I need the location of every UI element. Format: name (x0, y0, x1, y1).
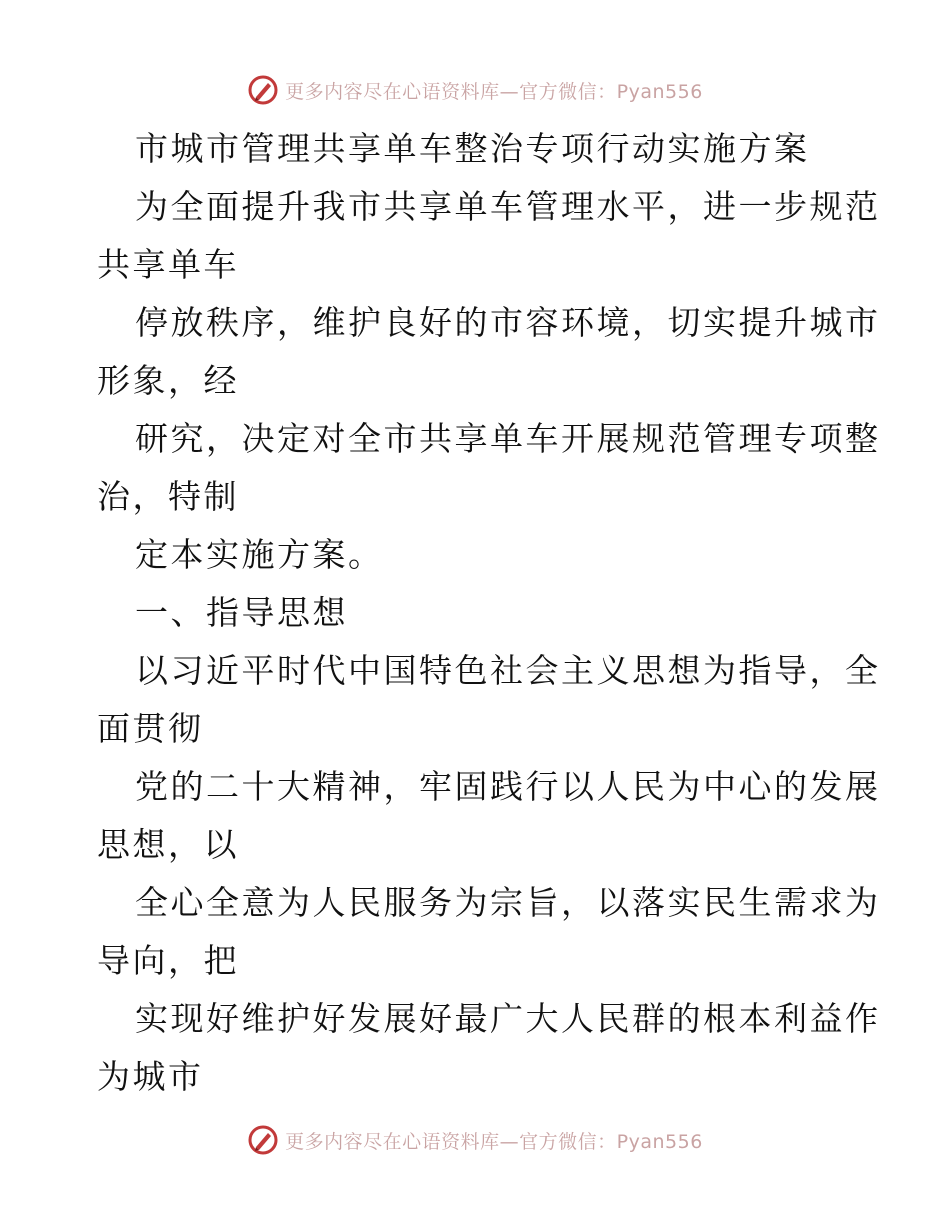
pen-logo-icon (247, 1124, 279, 1156)
text-line: 为全面提升我市共享单车管理水平，进一步规范 (135, 187, 881, 226)
text-line: 市城市管理共享单车整治专项行动实施方案 (135, 129, 810, 168)
text-line: 思想，以 (97, 825, 239, 864)
text-line: 全心全意为人民服务为宗旨，以落实民生需求为 (135, 883, 881, 922)
pen-logo-icon (247, 74, 279, 106)
text-line: 党的二十大精神，牢固践行以人民为中心的发展 (135, 767, 881, 806)
header-watermark (0, 70, 950, 110)
watermark-text: 更多内容尽在心语资料库—官方微信：Pyan556 (285, 1130, 703, 1153)
text-line: 形象，经 (97, 361, 239, 400)
text-line: 面贯彻 (97, 709, 204, 748)
text-line: 实现好维护好发展好最广大人民群的根本利益作 (135, 999, 881, 1038)
text-line: 治，特制 (97, 477, 239, 516)
watermark-text: 更多内容尽在心语资料库—官方微信：Pyan556 (285, 80, 703, 103)
text-line: 一、指导思想 (135, 593, 348, 632)
document-body (97, 124, 881, 1110)
text-line: 共享单车 (97, 245, 239, 284)
text-line: 停放秩序，维护良好的市容环境，切实提升城市 (135, 303, 881, 342)
footer-watermark (0, 1120, 950, 1160)
text-line: 研究，决定对全市共享单车开展规范管理专项整 (135, 419, 881, 458)
text-line: 导向，把 (97, 941, 239, 980)
text-line: 定本实施方案。 (135, 535, 384, 574)
text-line: 以习近平时代中国特色社会主义思想为指导，全 (135, 651, 881, 690)
text-line: 为城市 (97, 1057, 204, 1096)
